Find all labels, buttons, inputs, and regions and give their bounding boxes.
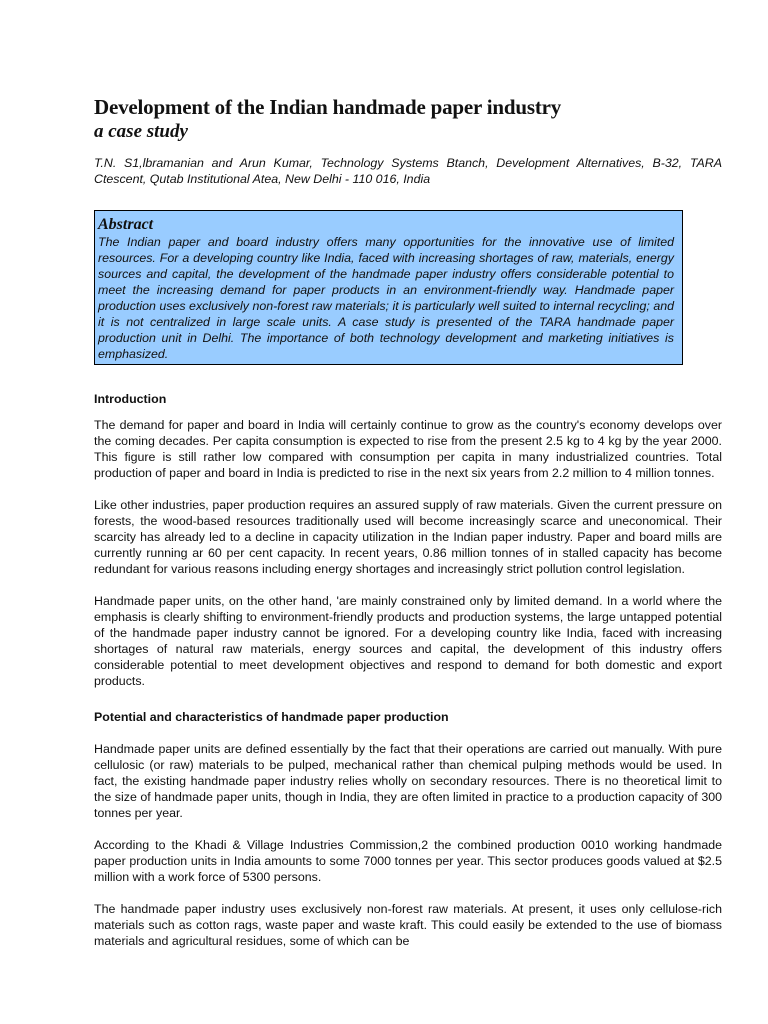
introduction-paragraph-3: Handmade paper units, on the other hand, 'are mainly constrained only by limited demand. In a world where the emphasis is clearly shifting to environment-friendly products and production systems, the large untapped potential of the handmade paper industry cannot be ignored. For a developing country like India, faced with increasing shortages of natural raw materials, energy sources and capital, the development of this industry offers considerable potential to meet development objectives and respond to demand for both domestic and export products. [94,594,722,688]
potential-paragraph-1: Handmade paper units are defined essentially by the fact that their operations are carried out manually. With pure cellulosic (or raw) materials to be pulped, mechanical rather than chemical pulping methods would be used. In fact, the existing handmade paper industry relies wholly on secondary resources. There is no theoretical limit to the size of handmade paper units, though in India, they are often limited in practice to a production capacity of 300 tonnes per year. [94,742,722,820]
potential-paragraph-3: The handmade paper industry uses exclusively non-forest raw materials. At present, it uses only cellulose-rich materials such as cotton rags, waste paper and waste kraft. This could easily be extended to the use of biomass materials and agricultural residues, some of which can be [94,902,722,948]
abstract-box [94,210,683,365]
section-heading-potential: Potential and characteristics of handmade paper production [94,710,449,724]
author-affiliation: T.N. S1,lbramanian and Arun Kumar, Technology Systems Btanch, Development Alternatives, B-32, TARA Ctescent, Qutab Institutional Atea, New Delhi - 110 016, India [94,156,722,186]
document-page [94,95,722,949]
document-title: Development of the Indian handmade paper industry [94,95,562,119]
section-heading-introduction: Introduction [94,392,167,406]
introduction-paragraph-1: The demand for paper and board in India will certainly continue to grow as the country's economy develops over the coming decades. Per capita consumption is expected to rise from the present 2.5 kg to 4 kg by the year 2000. This figure is still rather low compared with consumption per capita in many industrialized countries. Total production of paper and board in India is predicted to rise in the next six years from 2.2 million to 4 million tonnes. [94,418,722,480]
abstract-heading: Abstract [98,216,154,233]
introduction-paragraph-2: Like other industries, paper production requires an assured supply of raw materials. Given the current pressure on forests, the wood-based resources traditionally used will become increasingly scarce and uneconomical. Their scarcity has already led to a decline in capacity utilization in the Indian paper industry. Paper and board mills are currently running ar 60 per cent capacity. In recent years, 0.86 million tonnes of in stalled capacity has become redundant for various reasons including energy shortages and increasingly strict pollution control legislation. [94,498,722,576]
document-subtitle: a case study [94,121,188,142]
abstract-text: The Indian paper and board industry offers many opportunities for the innovative use of limited resources. For a developing country like India, faced with increasing shortages of raw, materials, energy sources and capital, the development of the handmade paper industry offers considerable potential to meet the increasing demand for paper products in an environment-friendly way. Handmade paper production uses exclusively non-forest raw materials; it is particularly well suited to internal recycling; and it is not centralized in large scale units. A case study is presented of the TARA handmade paper production unit in Delhi. The importance of both technology development and marketing initiatives is emphasized. [98,235,674,361]
potential-paragraph-2: According to the Khadi & Village Industries Commission,2 the combined production 0010 working handmade paper production units in India amounts to some 7000 tonnes per year. This sector produces goods valued at $2.5 million with a work force of 5300 persons. [94,838,722,884]
